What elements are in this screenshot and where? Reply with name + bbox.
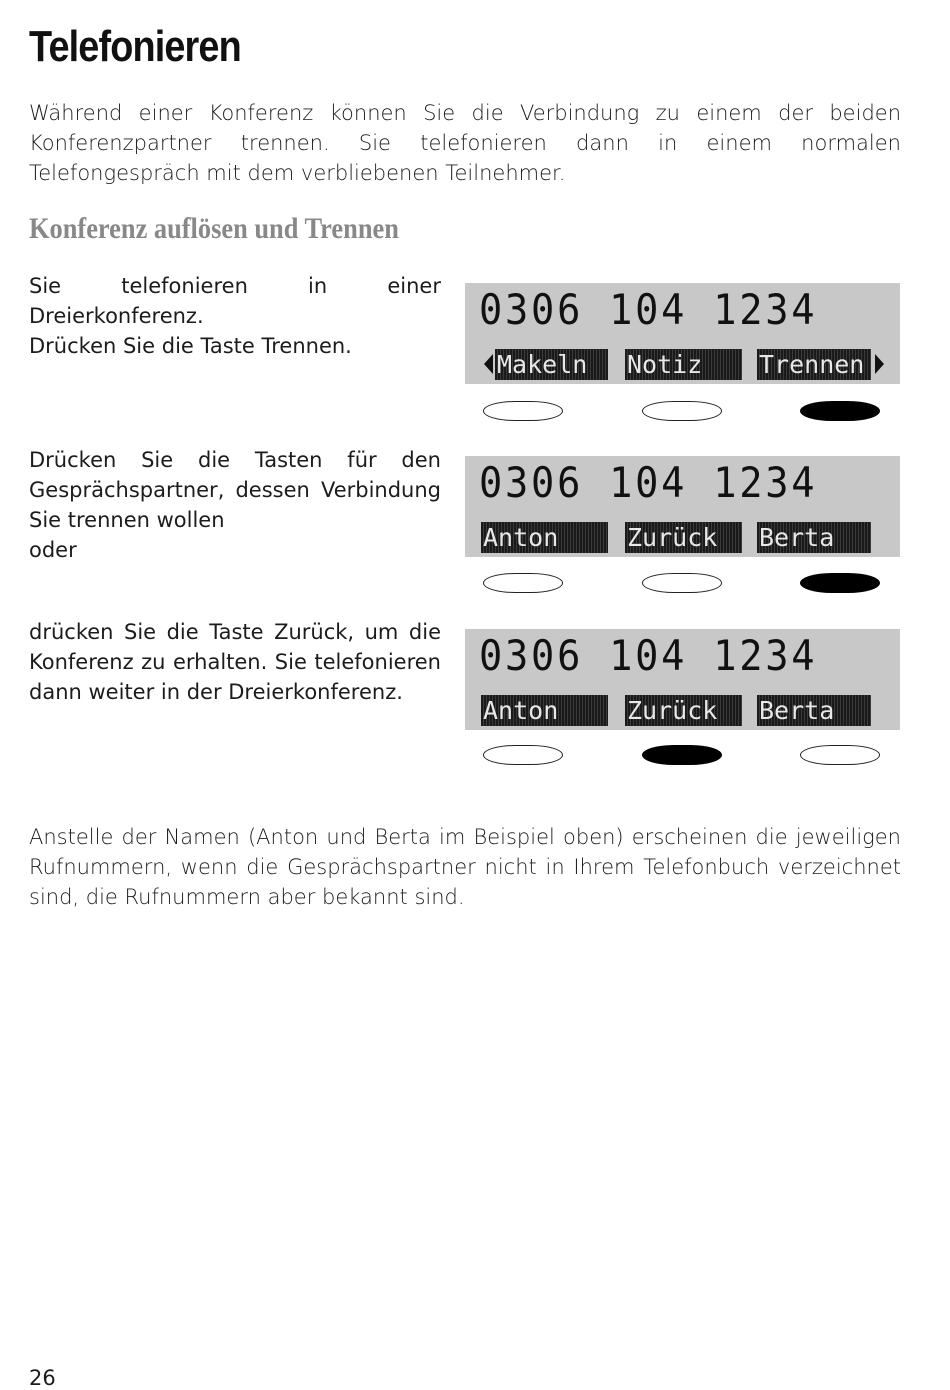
phone-display-1 [465,283,900,384]
softkey-button-middle-pressed[interactable] [642,745,722,765]
softkey-button-right-pressed[interactable] [800,573,880,593]
step-2-line-1: Drücken Sie die Tasten für den Gesprächspartner, dessen Verbindung Sie trennen wollen [29,448,441,532]
softkey-button-middle[interactable] [642,401,722,421]
step-3-line-1: drücken Sie die Taste Zurück, um die Konferenz zu erhalten. Sie telefonieren dann weiter in der Dreierkonferenz. [29,620,441,704]
softkey-label-anton: Anton [481,695,608,726]
section-title: Konferenz auflösen und Trennen [29,212,399,245]
step-1-line-1: Sie telefonieren in einer Dreierkonferenz. [29,274,441,328]
phone-display-2 [465,456,900,557]
display-number: 0306 104 1234 [479,285,818,334]
softkey-button-right[interactable] [800,745,880,765]
step-2-text [29,445,441,565]
page-number: 26 [29,1366,56,1390]
right-arrow-icon [875,354,884,374]
step-1-line-2: Drücken Sie die Taste Trennen. [29,334,352,358]
softkey-label-berta: Berta [757,522,871,553]
intro-paragraph: Während einer Konferenz können Sie die Verbindung zu einem der beiden Konferenzpartner trennen. Sie telefonieren dann in einem normalen Telefongespräch mit dem verbliebenen Teilnehmer. [29,101,901,185]
display-number: 0306 104 1234 [479,631,818,680]
softkey-button-left[interactable] [483,745,563,765]
softkey-button-left[interactable] [483,401,563,421]
softkey-label-notiz: Notiz [625,349,742,380]
step-1-text [29,271,441,361]
softkey-label-zurueck: Zurück [625,522,742,553]
left-arrow-icon [484,354,493,374]
step-2-line-2: oder [29,538,77,562]
softkey-label-trennen: Trennen [757,349,871,380]
display-number: 0306 104 1234 [479,458,818,507]
softkey-button-right-pressed[interactable] [800,401,880,421]
footnote-paragraph: Anstelle der Namen (Anton und Berta im Beispiel oben) erscheinen die jeweiligen Rufnummern, wenn die Gesprächspartner nicht in Ihrem Telefonbuch verzeichnet sind, die Rufnummern aber bekannt sind. [29,825,901,909]
softkey-label-berta: Berta [757,695,871,726]
phone-display-3 [465,629,900,730]
softkey-label-zurueck: Zurück [625,695,742,726]
page-title: Telefonieren [29,22,241,71]
softkey-label-makeln: Makeln [495,349,608,380]
softkey-button-left[interactable] [483,573,563,593]
softkey-button-middle[interactable] [642,573,722,593]
step-3-text [29,617,441,707]
softkey-label-anton: Anton [481,522,608,553]
